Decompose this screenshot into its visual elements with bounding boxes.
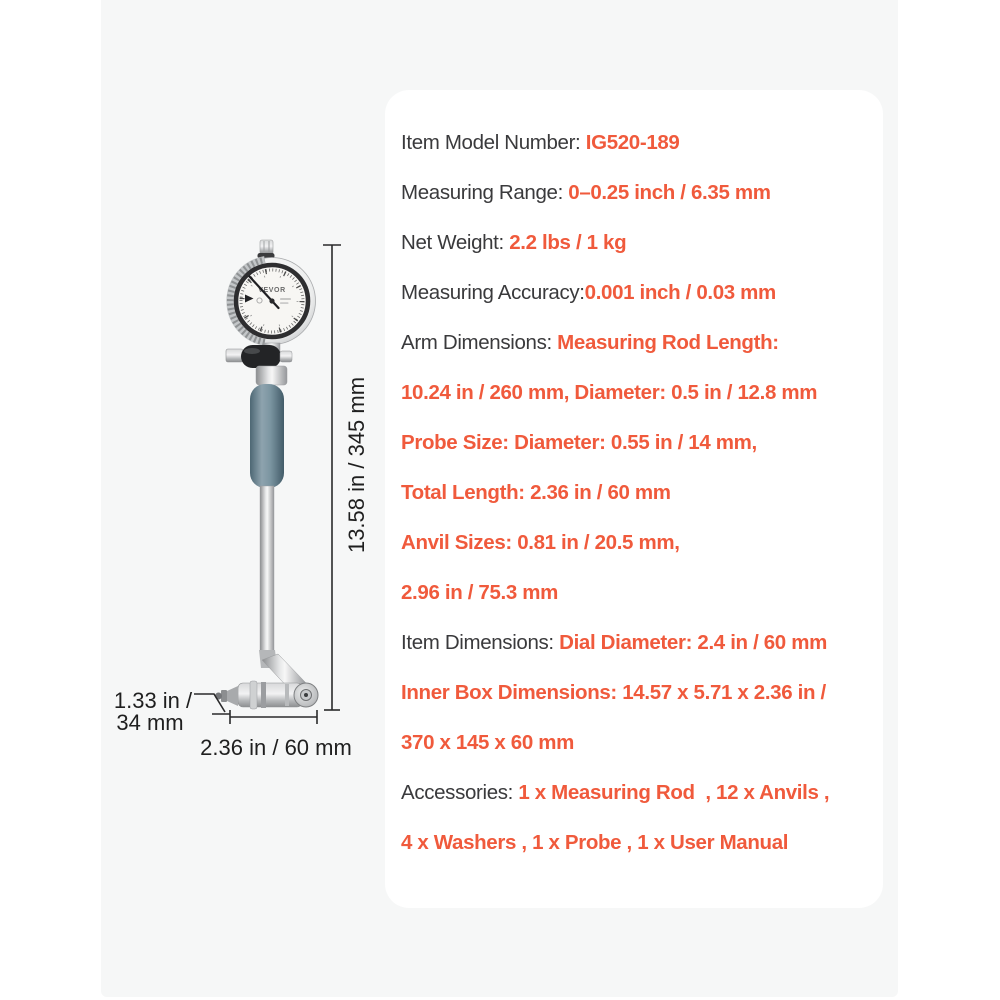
- spec-row: [401, 268, 877, 318]
- spec-value: IG520-189: [585, 131, 680, 154]
- vevor-logo-text: VEVOR: [258, 287, 286, 294]
- spec-value: Anvil Sizes: 0.81 in / 20.5 mm,: [401, 531, 680, 554]
- spec-row: [401, 518, 877, 568]
- dial-bore-gauge: [215, 240, 318, 709]
- height-dimension-label: 13.58 in / 345 mm: [344, 376, 369, 554]
- spec-value: 4 x Washers , 1 x Probe , 1 x User Manual: [401, 831, 789, 854]
- spec-label: Item Dimensions:: [401, 631, 560, 654]
- spec-value: Inner Box Dimensions: 14.57 x 5.71 x 2.36 in /: [401, 681, 826, 704]
- anvil-height-label-line2: 34 mm: [116, 710, 184, 735]
- spec-row: [401, 468, 877, 518]
- spec-value: 10.24 in / 260 mm, Diameter: 0.5 in / 12.8 mm: [401, 381, 818, 404]
- stem-clamp: [226, 343, 292, 385]
- anvil-cylinder: [238, 683, 302, 707]
- spec-value: 1 x Measuring Rod , 12 x Anvils ,: [518, 781, 830, 804]
- spec-label: Item Model Number:: [401, 131, 586, 154]
- spec-value: Probe Size: Diameter: 0.55 in / 14 mm,: [401, 431, 757, 454]
- spec-panel: [385, 90, 883, 908]
- clamp-knob: [241, 345, 281, 368]
- spec-row: [401, 218, 877, 268]
- clamp-stub: [280, 351, 292, 362]
- spec-value: Measuring Rod Length:: [557, 331, 779, 354]
- spec-label: Measuring Accuracy:: [401, 281, 585, 304]
- spec-list: [401, 118, 877, 868]
- spec-label: Arm Dimensions:: [401, 331, 558, 354]
- spec-row: [401, 718, 877, 768]
- spec-row: [401, 318, 877, 368]
- anvil-assembly: [215, 650, 318, 709]
- spec-label: Net Weight:: [401, 231, 510, 254]
- measuring-rod: [260, 486, 274, 654]
- spec-value: 2.2 lbs / 1 kg: [509, 231, 627, 254]
- spec-value: Total Length: 2.36 in / 60 mm: [401, 481, 671, 504]
- spec-row: [401, 568, 877, 618]
- spec-row: [401, 768, 877, 818]
- dial-face-text-line: [280, 302, 289, 303]
- spec-row: [401, 368, 877, 418]
- grip-handle: [250, 384, 284, 488]
- dial-face-text-line: [280, 298, 291, 300]
- spec-row: [401, 668, 877, 718]
- spec-label: Accessories:: [401, 781, 519, 804]
- width-dimension-label: 2.36 in / 60 mm: [200, 735, 352, 760]
- spec-row: [401, 418, 877, 468]
- spec-value: 370 x 145 x 60 mm: [401, 731, 574, 754]
- spec-row: [401, 118, 877, 168]
- spec-value: 0–0.25 inch / 6.35 mm: [568, 181, 771, 204]
- dial-indicator: [229, 258, 316, 345]
- clamp-nut: [226, 349, 243, 362]
- spec-value: Dial Diameter: 2.4 in / 60 mm: [559, 631, 827, 654]
- width-dimension-line: [230, 710, 317, 724]
- grip-collar: [256, 366, 287, 385]
- spec-row: [401, 168, 877, 218]
- spec-row: [401, 818, 877, 868]
- spec-value: 2.96 in / 75.3 mm: [401, 581, 558, 604]
- spec-row: [401, 618, 877, 668]
- top-knob: [258, 240, 275, 259]
- anvil-height-label-line1: 1.33 in /: [113, 688, 193, 713]
- spec-value: 0.001 inch / 0.03 mm: [584, 281, 776, 304]
- probe-cone: [227, 686, 238, 706]
- height-dimension-line: [323, 245, 341, 710]
- spec-label: Measuring Range:: [401, 181, 569, 204]
